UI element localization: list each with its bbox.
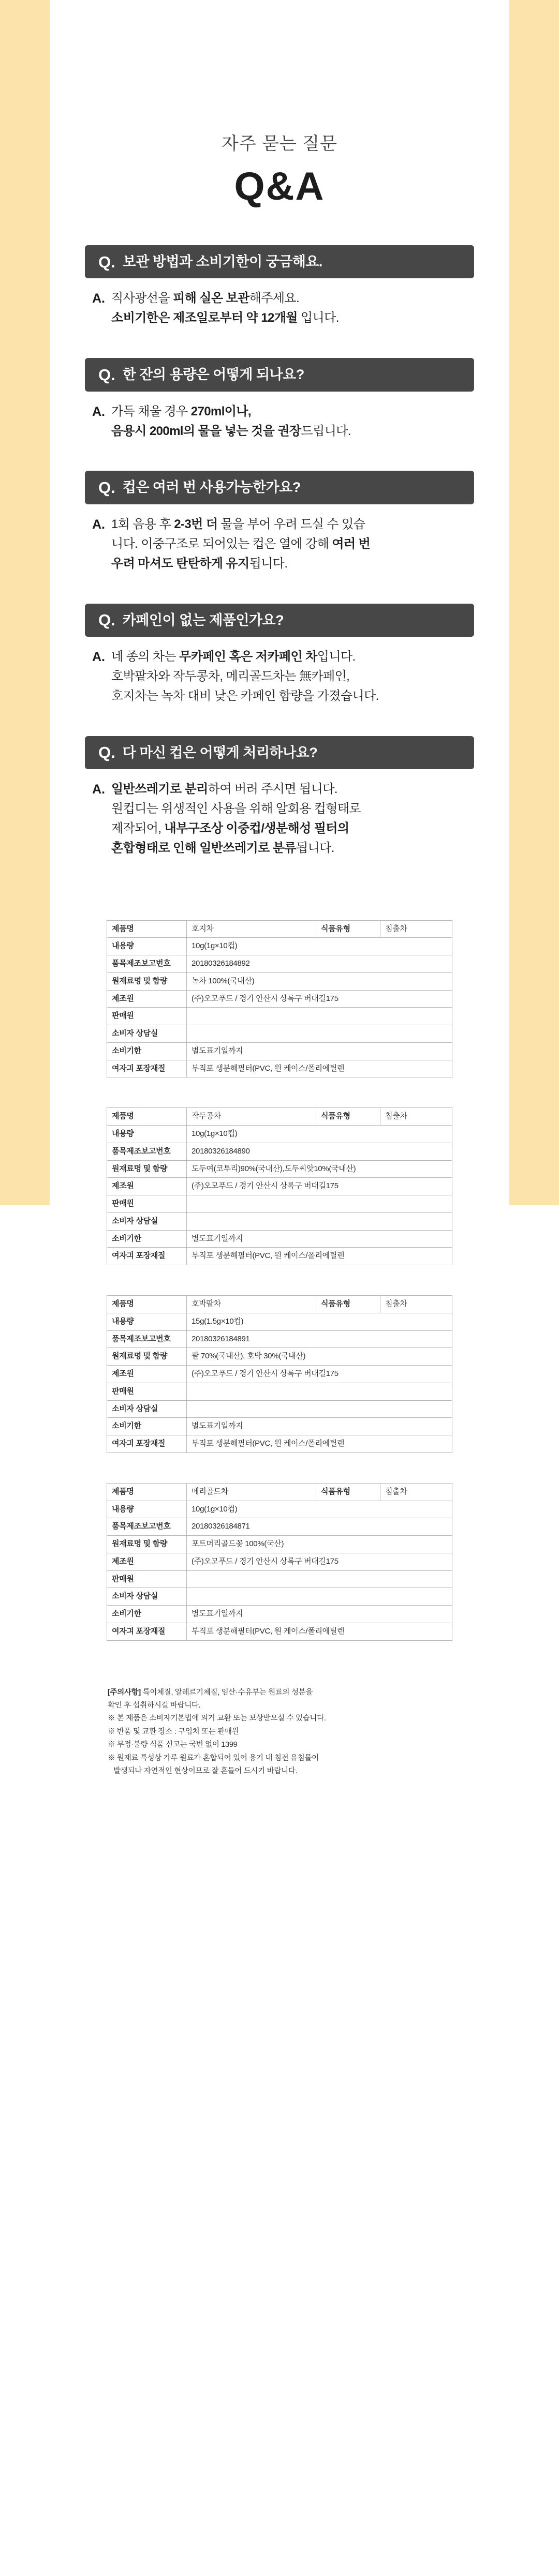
row-value xyxy=(187,1570,452,1588)
table-row xyxy=(107,1606,452,1623)
row-value: 별도표기일까지 xyxy=(187,1042,452,1060)
question-bar xyxy=(85,358,474,391)
answer-segment: 호지차는 녹차 대비 낮은 카페인 함량을 가졌습니다. xyxy=(111,688,379,703)
row-label: 여자긔 포장재질 xyxy=(107,1060,187,1077)
row-label-secondary: 식품유형 xyxy=(316,1108,380,1126)
answer-marker: A. xyxy=(92,291,105,306)
row-label: 여자긔 포장재질 xyxy=(107,1435,187,1453)
row-label: 내용량 xyxy=(107,1313,187,1330)
table-row xyxy=(107,1212,452,1230)
answer-segment: 네 종의 차는 xyxy=(111,649,180,664)
left-decorative-band xyxy=(0,0,50,1205)
answer-text xyxy=(111,780,361,858)
answer-segment: 드립니다. xyxy=(301,424,351,438)
row-label: 제조원 xyxy=(107,1366,187,1383)
row-value: 팥 70%(국내산), 호박 30%(국내산) xyxy=(187,1348,452,1366)
table-row xyxy=(107,1296,452,1313)
table-row xyxy=(107,1313,452,1330)
row-label: 소비자 상담실 xyxy=(107,1400,187,1418)
row-value: 부직포 생분해필터(PVC, 원 케이스/폴리에틸렌 xyxy=(187,1060,452,1077)
table-row xyxy=(107,1435,452,1453)
answer-line xyxy=(111,554,370,574)
answer-line xyxy=(111,422,351,441)
row-label: 내용량 xyxy=(107,1501,187,1518)
row-value: 20180326184891 xyxy=(187,1330,452,1348)
row-label: 품목제조보고번호 xyxy=(107,1143,187,1160)
answer-segment: 됩니다. xyxy=(249,556,288,571)
notice-line: 발생되나 자연적인 현상이므로 잘 흔들어 드시기 바랍니다. xyxy=(108,1766,298,1775)
answer-segment: 음용시 200ml의 물을 넣는 것을 권장 xyxy=(111,424,301,438)
answer-line xyxy=(111,534,370,554)
row-value xyxy=(187,1195,452,1213)
question-marker: Q. xyxy=(98,365,115,384)
row-value: 20180326184871 xyxy=(187,1518,452,1536)
answer-text xyxy=(111,647,379,706)
answer-line xyxy=(111,308,339,328)
row-value: 20180326184892 xyxy=(187,955,452,973)
table-row xyxy=(107,1108,452,1126)
table-row xyxy=(107,1060,452,1077)
row-value: 호박팥차 xyxy=(187,1296,316,1313)
table-row xyxy=(107,1248,452,1265)
table-row xyxy=(107,1178,452,1195)
answer-segment: 소비기한은 제조일로부터 약 12개월 xyxy=(111,311,298,325)
notice-block xyxy=(50,1671,509,1778)
qa-item xyxy=(85,604,474,706)
table-row xyxy=(107,1570,452,1588)
row-value: (주)오모푸드 / 경기 안산시 상록구 버대길175 xyxy=(187,1366,452,1383)
row-label: 소비기한 xyxy=(107,1418,187,1435)
question-text: 카페인이 없는 제품인가요? xyxy=(122,612,284,628)
answer-segment: 1회 음용 후 xyxy=(111,517,174,531)
row-value-secondary: 침출차 xyxy=(380,920,452,938)
answer-segment: 피해 xyxy=(173,291,197,306)
answer-segment: 270ml이나, xyxy=(190,404,252,418)
row-value: 부직포 생분해필터(PVC, 원 케이스/폴리에틸렌 xyxy=(187,1623,452,1640)
table-row xyxy=(107,1383,452,1400)
question-bar xyxy=(85,471,474,504)
notice-line: 확인 후 섭취하시길 바랍니다. xyxy=(108,1701,201,1710)
spec-table xyxy=(107,1107,452,1265)
row-value: 호지차 xyxy=(187,920,316,938)
spec-table xyxy=(107,920,452,1078)
question-text: 다 마신 컵은 어떻게 처리하나요? xyxy=(122,744,318,760)
answer-segment: 일반쓰레기로 분리 xyxy=(111,782,208,797)
row-value: (주)오모푸드 / 경기 안산시 상록구 버대길175 xyxy=(187,990,452,1008)
table-row xyxy=(107,938,452,955)
row-label: 제조원 xyxy=(107,990,187,1008)
row-value: 20180326184890 xyxy=(187,1143,452,1160)
row-label: 여자긔 포장재질 xyxy=(107,1248,187,1265)
qa-list xyxy=(50,245,509,858)
row-value: 별도표기일까지 xyxy=(187,1230,452,1248)
row-label: 원재료명 및 함량 xyxy=(107,1160,187,1178)
answer-text xyxy=(111,515,370,574)
answer-marker: A. xyxy=(92,782,105,797)
row-value: 10g(1g×10컵) xyxy=(187,1126,452,1143)
notice-line: ※ 부정·불량 식품 신고는 국번 없이 1399 xyxy=(108,1741,238,1749)
row-label: 소비기한 xyxy=(107,1606,187,1623)
qa-item xyxy=(85,736,474,858)
row-value: 작두콩차 xyxy=(187,1108,316,1126)
row-label: 판매원 xyxy=(107,1195,187,1213)
table-row xyxy=(107,1588,452,1606)
answer-line xyxy=(111,686,379,706)
qa-item xyxy=(85,245,474,328)
row-label: 품목제조보고번호 xyxy=(107,1330,187,1348)
answer-segment: 실온 보관 xyxy=(196,291,249,306)
row-label: 판매원 xyxy=(107,1570,187,1588)
answer-segment: 2-3번 더 xyxy=(174,517,218,531)
row-label: 제조원 xyxy=(107,1178,187,1195)
row-value: 10g(1g×10컵) xyxy=(187,938,452,955)
row-label: 소비기한 xyxy=(107,1042,187,1060)
question-bar xyxy=(85,736,474,769)
answer-block xyxy=(85,769,474,858)
row-label: 소비자 상담실 xyxy=(107,1212,187,1230)
question-marker: Q. xyxy=(98,478,115,497)
table-row xyxy=(107,1623,452,1640)
answer-segment: 됩니다. xyxy=(296,841,334,855)
notice-line: ※ 반품 및 교환 장소 : 구입처 또는 판매원 xyxy=(108,1727,239,1736)
answer-text xyxy=(111,402,351,441)
answer-line xyxy=(111,780,361,799)
question-text: 보관 방법과 소비기한이 궁금해요. xyxy=(122,254,322,269)
answer-block xyxy=(85,278,474,328)
row-label: 제품명 xyxy=(107,1483,187,1501)
row-value: 별도표기일까지 xyxy=(187,1418,452,1435)
right-decorative-band xyxy=(509,0,559,1205)
answer-line xyxy=(111,799,361,819)
qa-subtitle: 자주 묻는 질문 xyxy=(222,134,337,154)
answer-block xyxy=(85,392,474,441)
notice-title: [주의사항] xyxy=(108,1688,141,1697)
row-value-secondary: 침출차 xyxy=(380,1483,452,1501)
row-value xyxy=(187,1212,452,1230)
row-label: 제품명 xyxy=(107,920,187,938)
answer-segment: 혼합형태로 인해 일반쓰레기로 분류 xyxy=(111,841,296,855)
table-row xyxy=(107,1348,452,1366)
row-value-secondary: 침출차 xyxy=(380,1296,452,1313)
answer-segment: 직사광선을 xyxy=(111,291,173,306)
answer-segment: 해주세요. xyxy=(249,291,300,306)
spec-table xyxy=(107,1483,452,1641)
table-row xyxy=(107,1042,452,1060)
row-label: 여자긔 포장재질 xyxy=(107,1623,187,1640)
row-value xyxy=(187,1400,452,1418)
answer-segment: 호박팥차와 작두콩차, 메리골드차는 無카페인, xyxy=(111,669,350,683)
question-bar xyxy=(85,604,474,637)
question-text: 컵은 여러 번 사용가능한가요? xyxy=(122,480,301,496)
row-label: 판매원 xyxy=(107,1383,187,1400)
answer-segment: 입니다. xyxy=(317,649,356,664)
answer-text xyxy=(111,289,339,328)
table-row xyxy=(107,1553,452,1570)
table-row xyxy=(107,1483,452,1501)
row-value: (주)오모푸드 / 경기 안산시 상록구 버대길175 xyxy=(187,1553,452,1570)
answer-line xyxy=(111,515,370,534)
answer-marker: A. xyxy=(92,649,105,664)
notice-title-rest: 특이체질, 알레르기체질, 임산·수유부는 원료의 성분을 xyxy=(140,1688,313,1697)
notice-line: ※ 본 제품은 소비자기본법에 의거 교환 또는 보상받으실 수 있습니다. xyxy=(108,1714,326,1723)
table-row xyxy=(107,1366,452,1383)
table-row xyxy=(107,1126,452,1143)
qa-item xyxy=(85,358,474,441)
table-row xyxy=(107,990,452,1008)
row-label: 품목제조보고번호 xyxy=(107,955,187,973)
table-row xyxy=(107,955,452,973)
table-row xyxy=(107,972,452,990)
table-row xyxy=(107,1501,452,1518)
row-value: 부직포 생분해필터(PVC, 원 케이스/폴리에틸렌 xyxy=(187,1248,452,1265)
answer-segment: 우려 마셔도 탄탄하게 유지 xyxy=(111,556,249,571)
table-row xyxy=(107,1536,452,1553)
answer-segment: 입니다. xyxy=(297,311,339,325)
spec-table xyxy=(107,1295,452,1453)
row-value xyxy=(187,1025,452,1043)
table-row xyxy=(107,1330,452,1348)
answer-line xyxy=(111,667,379,686)
page-content xyxy=(50,0,509,1778)
table-row xyxy=(107,1143,452,1160)
notice-line xyxy=(108,1686,451,1699)
answer-segment: 원컵디는 위생적인 사용을 위해 알회용 컵형태로 xyxy=(111,801,361,816)
answer-line xyxy=(111,819,361,838)
row-label: 원재료명 및 함량 xyxy=(107,972,187,990)
row-value: 10g(1g×10컵) xyxy=(187,1501,452,1518)
row-value: 부직포 생분해필터(PVC, 원 케이스/폴리에틸렌 xyxy=(187,1435,452,1453)
table-row xyxy=(107,1025,452,1043)
qa-title: Q&A xyxy=(234,164,325,208)
row-label: 제품명 xyxy=(107,1296,187,1313)
answer-segment: 여러 번 xyxy=(332,536,371,551)
qa-header xyxy=(50,0,509,209)
row-label: 판매원 xyxy=(107,1008,187,1025)
answer-segment: 가득 채울 경우 xyxy=(111,404,191,418)
row-value: 메리골드차 xyxy=(187,1483,316,1501)
row-value: 15g(1.5g×10컵) xyxy=(187,1313,452,1330)
question-marker: Q. xyxy=(98,611,115,630)
answer-segment: 하여 버려 주시면 됩니다. xyxy=(208,782,337,797)
row-label: 소비자 상담실 xyxy=(107,1588,187,1606)
answer-segment: 물을 부어 우려 드실 수 있습 xyxy=(217,517,365,531)
row-value-secondary: 침출차 xyxy=(380,1108,452,1126)
answer-marker: A. xyxy=(92,404,105,419)
notice-line: ※ 원재료 특성상 가루 원료가 혼합되어 있어 용기 내 침전 유침물이 xyxy=(108,1754,319,1762)
answer-line xyxy=(111,289,339,308)
answer-block xyxy=(85,637,474,706)
table-row xyxy=(107,1400,452,1418)
row-label: 내용량 xyxy=(107,938,187,955)
row-label: 원재료명 및 함량 xyxy=(107,1348,187,1366)
row-value xyxy=(187,1008,452,1025)
table-row xyxy=(107,1418,452,1435)
row-value: 도두여(코투리)90%(국내산),도두씨앗10%(국내산) xyxy=(187,1160,452,1178)
answer-segment: 니다. 이중구조로 되어있는 컵은 열에 강해 xyxy=(111,536,332,551)
answer-segment: 제작되어, xyxy=(111,821,165,835)
question-text: 한 잔의 용량은 어떻게 되나요? xyxy=(122,367,304,383)
table-row xyxy=(107,920,452,938)
row-label: 원재료명 및 함량 xyxy=(107,1536,187,1553)
question-marker: Q. xyxy=(98,743,115,762)
row-value xyxy=(187,1588,452,1606)
answer-segment: 무카페인 혹은 저카페인 차 xyxy=(179,649,317,664)
answer-marker: A. xyxy=(92,517,105,532)
answer-line xyxy=(111,838,361,858)
table-row xyxy=(107,1230,452,1248)
answer-block xyxy=(85,504,474,574)
row-label-secondary: 식품유형 xyxy=(316,1296,380,1313)
table-row xyxy=(107,1160,452,1178)
answer-line xyxy=(111,402,351,422)
row-value xyxy=(187,1383,452,1400)
row-label: 제조원 xyxy=(107,1553,187,1570)
row-label: 내용량 xyxy=(107,1126,187,1143)
row-label: 소비기한 xyxy=(107,1230,187,1248)
row-value: 별도표기일까지 xyxy=(187,1606,452,1623)
row-value: (주)오모푸드 / 경기 안산시 상록구 버대길175 xyxy=(187,1178,452,1195)
question-bar xyxy=(85,245,474,278)
table-row xyxy=(107,1518,452,1536)
qa-item xyxy=(85,471,474,573)
table-row xyxy=(107,1008,452,1025)
spec-tables xyxy=(50,920,509,1641)
question-marker: Q. xyxy=(98,252,115,271)
answer-line xyxy=(111,647,379,667)
row-label: 품목제조보고번호 xyxy=(107,1518,187,1536)
row-label: 제품명 xyxy=(107,1108,187,1126)
answer-segment: 내부구조상 이중컵/생분해성 필터의 xyxy=(164,821,349,835)
table-row xyxy=(107,1195,452,1213)
row-label: 소비자 상담실 xyxy=(107,1025,187,1043)
row-label-secondary: 식품유형 xyxy=(316,920,380,938)
row-label-secondary: 식품유형 xyxy=(316,1483,380,1501)
row-value: 포트머리골드꽃 100%(국산) xyxy=(187,1536,452,1553)
row-value: 녹차 100%(국내산) xyxy=(187,972,452,990)
